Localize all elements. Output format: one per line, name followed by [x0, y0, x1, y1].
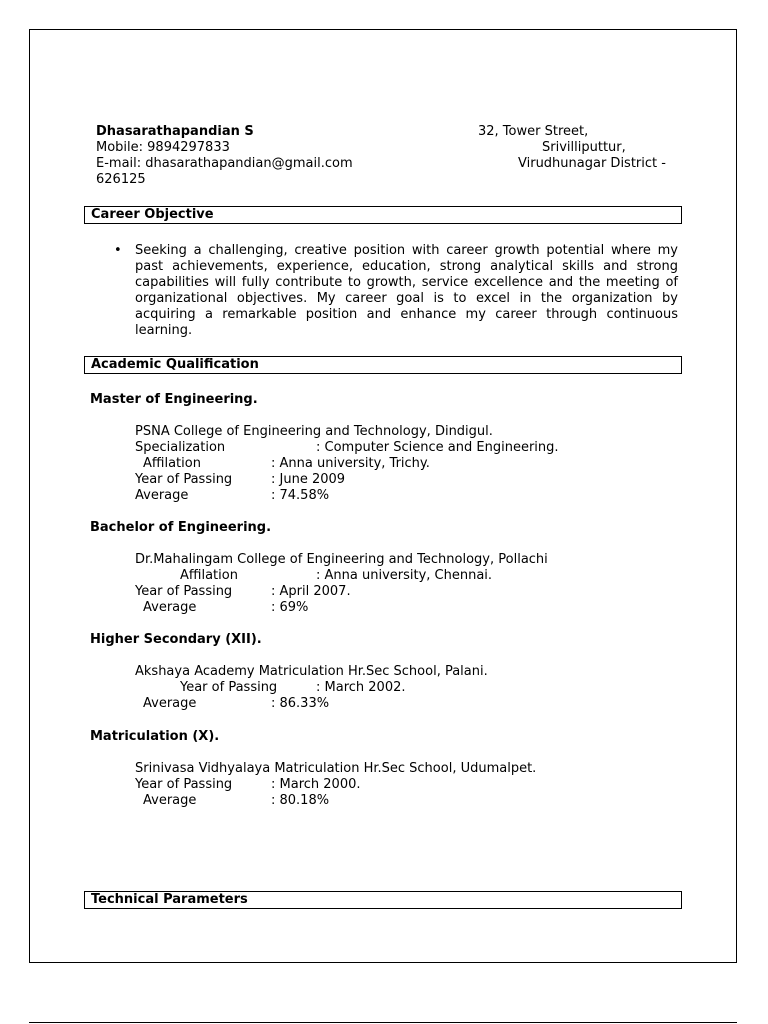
sslc-school: Srinivasa Vidhyalaya Matriculation Hr.Sec School, Udumalpet.	[135, 761, 537, 776]
address-pin: 626125	[96, 172, 146, 187]
be-yop-value: : April 2007.	[271, 584, 351, 599]
address-line-3: Virudhunagar District -	[518, 156, 666, 171]
sslc-yop-label: Year of Passing	[135, 777, 233, 792]
be-college: Dr.Mahalingam College of Engineering and Technology, Pollachi	[135, 552, 548, 567]
address-line-1: 32, Tower Street,	[478, 124, 589, 139]
be-avg-label: Average	[143, 600, 197, 615]
be-heading: Bachelor of Engineering.	[90, 520, 272, 535]
me-avg-value: : 74.58%	[271, 488, 330, 503]
footer-divider	[29, 1022, 737, 1023]
hsc-yop-value: : March 2002.	[316, 680, 406, 695]
hsc-yop-label: Year of Passing	[180, 680, 278, 695]
section-career-objective: Career Objective	[84, 206, 682, 224]
me-heading: Master of Engineering.	[90, 392, 258, 407]
me-avg-label: Average	[135, 488, 189, 503]
me-aff-value: : Anna university, Trichy.	[271, 456, 430, 471]
be-avg-value: : 69%	[271, 600, 309, 615]
me-yop-label: Year of Passing	[135, 472, 233, 487]
email-address: E-mail: dhasarathapandian@gmail.com	[96, 156, 353, 171]
hsc-heading: Higher Secondary (XII).	[90, 632, 262, 647]
mobile-number: Mobile: 9894297833	[96, 140, 230, 155]
section-academic-qualification: Academic Qualification	[84, 356, 682, 374]
section-technical-parameters: Technical Parameters	[84, 891, 682, 909]
me-college: PSNA College of Engineering and Technology, Dindigul.	[135, 424, 493, 439]
hsc-avg-label: Average	[143, 696, 197, 711]
me-yop-value: : June 2009	[271, 472, 346, 487]
me-spec-label: Specialization	[135, 440, 226, 455]
be-aff-value: : Anna university, Chennai.	[316, 568, 493, 583]
be-yop-label: Year of Passing	[135, 584, 233, 599]
me-spec-value: : Computer Science and Engineering.	[316, 440, 559, 455]
hsc-avg-value: : 86.33%	[271, 696, 330, 711]
hsc-school: Akshaya Academy Matriculation Hr.Sec School, Palani.	[135, 664, 488, 679]
objective-bullet: •	[114, 243, 122, 258]
me-aff-label: Affilation	[143, 456, 201, 471]
sslc-heading: Matriculation (X).	[90, 729, 220, 744]
candidate-name: Dhasarathapandian S	[96, 124, 254, 139]
sslc-avg-label: Average	[143, 793, 197, 808]
sslc-yop-value: : March 2000.	[271, 777, 361, 792]
objective-text: Seeking a challenging, creative position with career growth potential where my past achievements, experience, education, strong analytical skills and strong capabilities will fully contribute to growth, service excellence and the meeting of organizational objectives. My career goal is to excel in the organization by acquiring a remarkable position and enhance my career through continuous learning.	[135, 243, 678, 338]
address-line-2: Srivilliputtur,	[542, 140, 626, 155]
be-aff-label: Affilation	[180, 568, 238, 583]
sslc-avg-value: : 80.18%	[271, 793, 330, 808]
